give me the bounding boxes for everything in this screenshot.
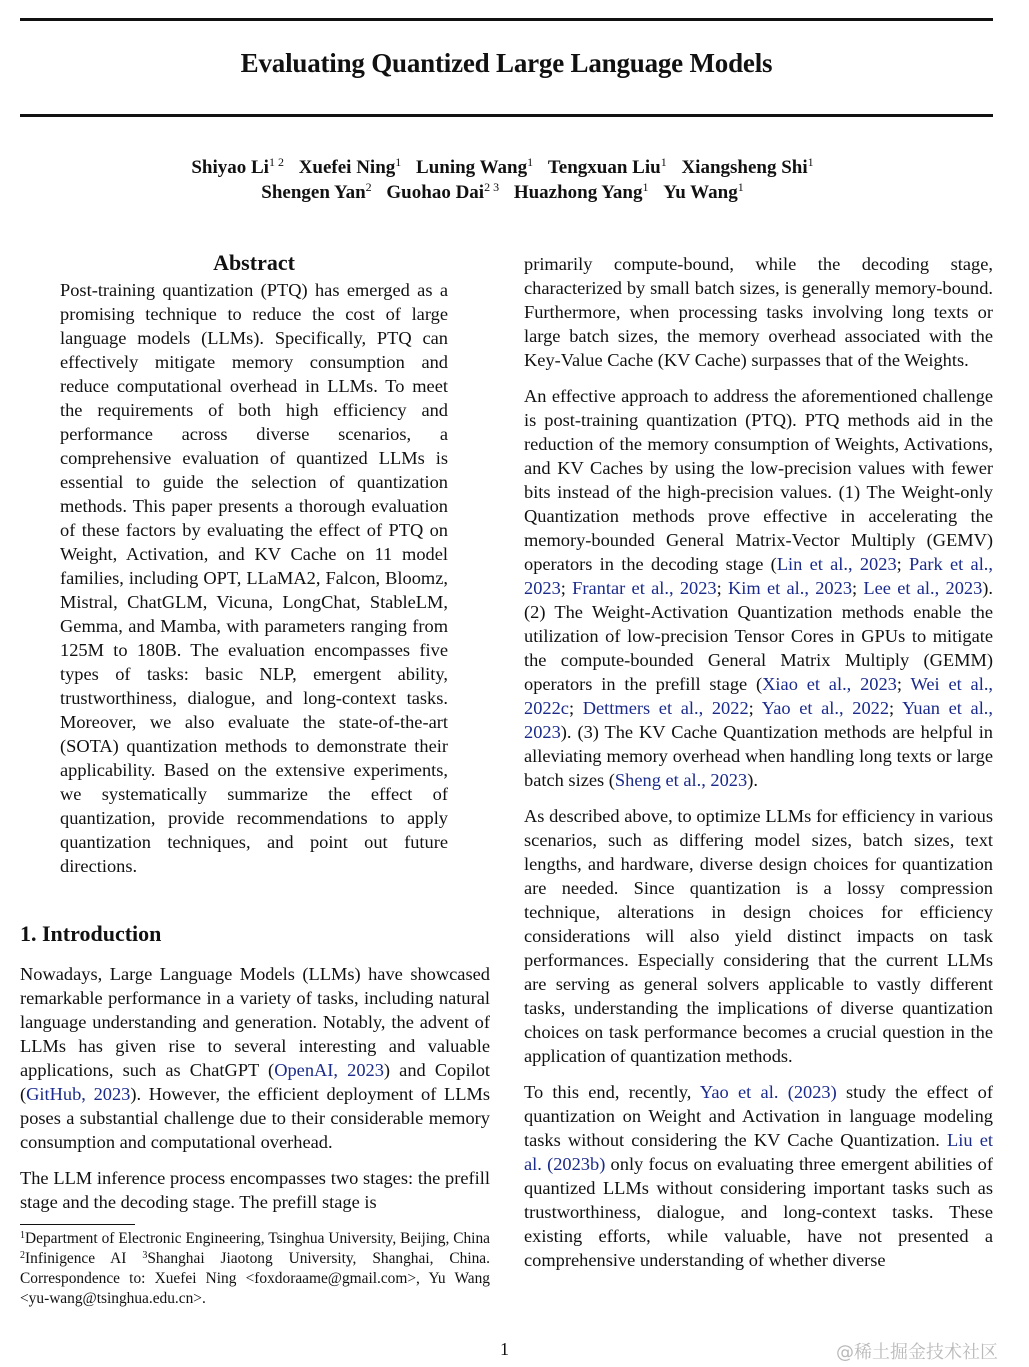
citation-link[interactable]: Xiao et al., 2023 <box>762 674 897 694</box>
citation-link[interactable]: Yuan et al., 2023 <box>524 698 993 742</box>
citation-link[interactable]: Yao et al., 2022 <box>761 698 890 718</box>
author: Tengxuan Liu$^1$ <box>547 155 667 178</box>
author: Xiangsheng Shi$^1$ <box>681 155 814 178</box>
right-paragraph-3: As described above, to optimize LLMs for efficiency in various scenarios, such as differing model sizes, batch sizes, text lengths, and hardware, diverse design choices for quantization are needed. Since quantization is a lossy compression technique, alterations in design choices for efficiency considerations will also yield distinct impacts on task performances. Especially considering that the current LLMs are serving as general solvers applicable to vastly different tasks, understanding the implications of diverse quantization choices on task performance becomes a crucial question in the application of quantization methods. <box>524 806 993 1066</box>
citation-link[interactable]: Wei et al., 2022c <box>524 674 994 718</box>
right-paragraph-1: primarily compute-bound, while the decoding stage, characterized by small batch sizes, is generally memory-bound. Furthermore, when processing tasks involving long texts or large batch sizes, the memory overhead associated with the Key-Value Cache (KV Cache) surpasses that of the Weights. <box>524 254 993 370</box>
right-paragraph-4: To this end, recently, Yao et al. (2023) study the effect of quantization on Weight and Activation in language modeling tasks without considering the KV Cache Quantization. Liu et al. (2023b) only focus on evaluating three emergent abilities of quantized LLMs without considering important tasks such as trustworthiness, dialogue, and long-context tasks. These existing efforts, while valuable, have not presented a comprehensive understanding of whether diverse <box>524 1082 993 1270</box>
introduction-heading: 1. Introduction <box>20 921 162 946</box>
author: Guohao Dai$^{2 3}$ <box>386 180 500 203</box>
citation-link[interactable]: Dettmers et al., 2022 <box>582 698 749 718</box>
introduction-section <box>20 920 490 1214</box>
author: Luning Wang$^1$ <box>416 155 534 178</box>
citation-link[interactable]: Sheng et al., 2023 <box>614 770 748 790</box>
citation-link[interactable]: Park et al., 2023 <box>524 554 993 598</box>
author: Shiyao $Li^{1 2}$ <box>191 155 284 178</box>
intro-paragraph-2: The LLM inference process encompasses two stages: the prefill stage and the decoding stage. The prefill stage is <box>20 1168 490 1212</box>
citation-link[interactable]: Frantar et al., 2023 <box>572 578 717 598</box>
author-list <box>0 155 1005 205</box>
author: Xuefei Ning$^1$ <box>298 155 402 178</box>
watermark: @稀土掘金技术社区 <box>836 1342 998 1363</box>
abstract-text: Post-training quantization (PTQ) has emerged as a promising technique to reduce the cost of large language models (LLMs). Specifically, PTQ can effectively mitigate memory consumption and reduce computational overhead in LLMs. To meet the requirements of both high efficiency and performance across diverse scenarios, a comprehensive evaluation of quantized LLMs is essential to guide the selection of quantization methods. This paper presents a thorough evaluation of these factors by evaluating the effect of PTQ on Weight, Activation, and KV Cache on 11 model families, including OPT, LLaMA2, Falcon, Bloomz, Mistral, ChatGLM, Vicuna, LongChat, StableLM, Gemma, and Mamba, with parameters ranging from 125M to 180B. The evaluation encompasses five types of tasks: basic NLP, emergent ability, trustworthiness, dialogue, and long-context tasks. Moreover, we also evaluate the state-of-the-art (SOTA) quantization methods to demonstrate their applicability. Based on the extensive experiments, we systematically summarize the effect of quantization, provide recommendations to apply quantization techniques, and point out future directions. <box>60 280 448 876</box>
citation-link[interactable]: Liu et al. (2023b) <box>524 1130 993 1174</box>
author: Huazhong Yang$^1$ <box>513 180 649 203</box>
author-line-1 <box>0 155 1005 180</box>
author: Shengen Yan$^2$ <box>261 180 372 203</box>
paper-title: Evaluating Quantized Large Language Models <box>240 48 773 78</box>
title-top-rule <box>20 18 993 21</box>
citation-link[interactable]: Lin et al., 2023 <box>776 554 897 574</box>
citation-link[interactable]: Kim et al., 2023 <box>728 578 853 598</box>
author: Yu Wang$^1$ <box>663 180 744 203</box>
right-paragraph-2: An effective approach to address the aforementioned challenge is post-training quantization (PTQ). PTQ methods aid in the reduction of the memory consumption of Weights, Activations, and KV Caches by using the low-precision values with fewer bits instead of the high-precision values. (1) The Weight-only Quantization methods prove effective in accelerating the memory-bounded General Matrix-Vector Multiply (GEMV) operators in the decoding stage (Lin et al., 2023; Park et al., 2023; Frantar et al., 2023; Kim et al., 2023; Lee et al., 2023). (2) The Weight-Activation Quantization methods enable the utilization of low-precision Tensor Cores in GPUs to mitigate the compute-bounded General Matrix Multiply (GEMM) operators in the prefill stage (Xiao et al., 2023; Wei et al., 2022c; Dettmers et al., 2022; Yao et al., 2022; Yuan et al., 2023). (3) The KV Cache Quantization methods are helpful in alleviating memory overhead when handling long texts or large batch sizes (Sheng et al., 2023). <box>524 386 994 790</box>
title-bottom-rule <box>20 114 993 117</box>
intro-paragraph-1: Nowadays, Large Language Models (LLMs) have showcased remarkable performance in a variety of tasks, including natural language understanding and generation. Notably, the advent of LLMs has given rise to several interesting and valuable applications, such as ChatGPT (OpenAI, 2023) and Copilot (GitHub, 2023). However, the efficient deployment of LLMs poses a substantial challenge due to their considerable memory consumption and computational overhead. <box>20 964 490 1152</box>
right-column <box>524 252 993 1272</box>
abstract-section <box>60 250 448 878</box>
citation-link[interactable]: Yao et al. (2023) <box>699 1082 837 1102</box>
citation-link[interactable]: Lee et al., 2023 <box>863 578 983 598</box>
abstract-heading: Abstract <box>213 250 295 275</box>
citation-link[interactable]: GitHub, 2023 <box>26 1084 131 1104</box>
affiliations-footnote: $^1$Department of Electronic Engineering, Tsinghua University, Beijing, China $^2$Infinigence AI $^3$Shanghai Jiaotong University, Shanghai, China. Correspondence to: Xuefei Ning <foxdoraame@gmail.com>, Yu Wang <yu-wang@tsinghua.edu.cn>. <box>20 1230 490 1307</box>
page-number: 1 <box>500 1339 509 1359</box>
citation-link[interactable]: OpenAI, 2023 <box>274 1060 384 1080</box>
footnote-rule <box>20 1224 135 1225</box>
author-line-2 <box>0 180 1005 205</box>
